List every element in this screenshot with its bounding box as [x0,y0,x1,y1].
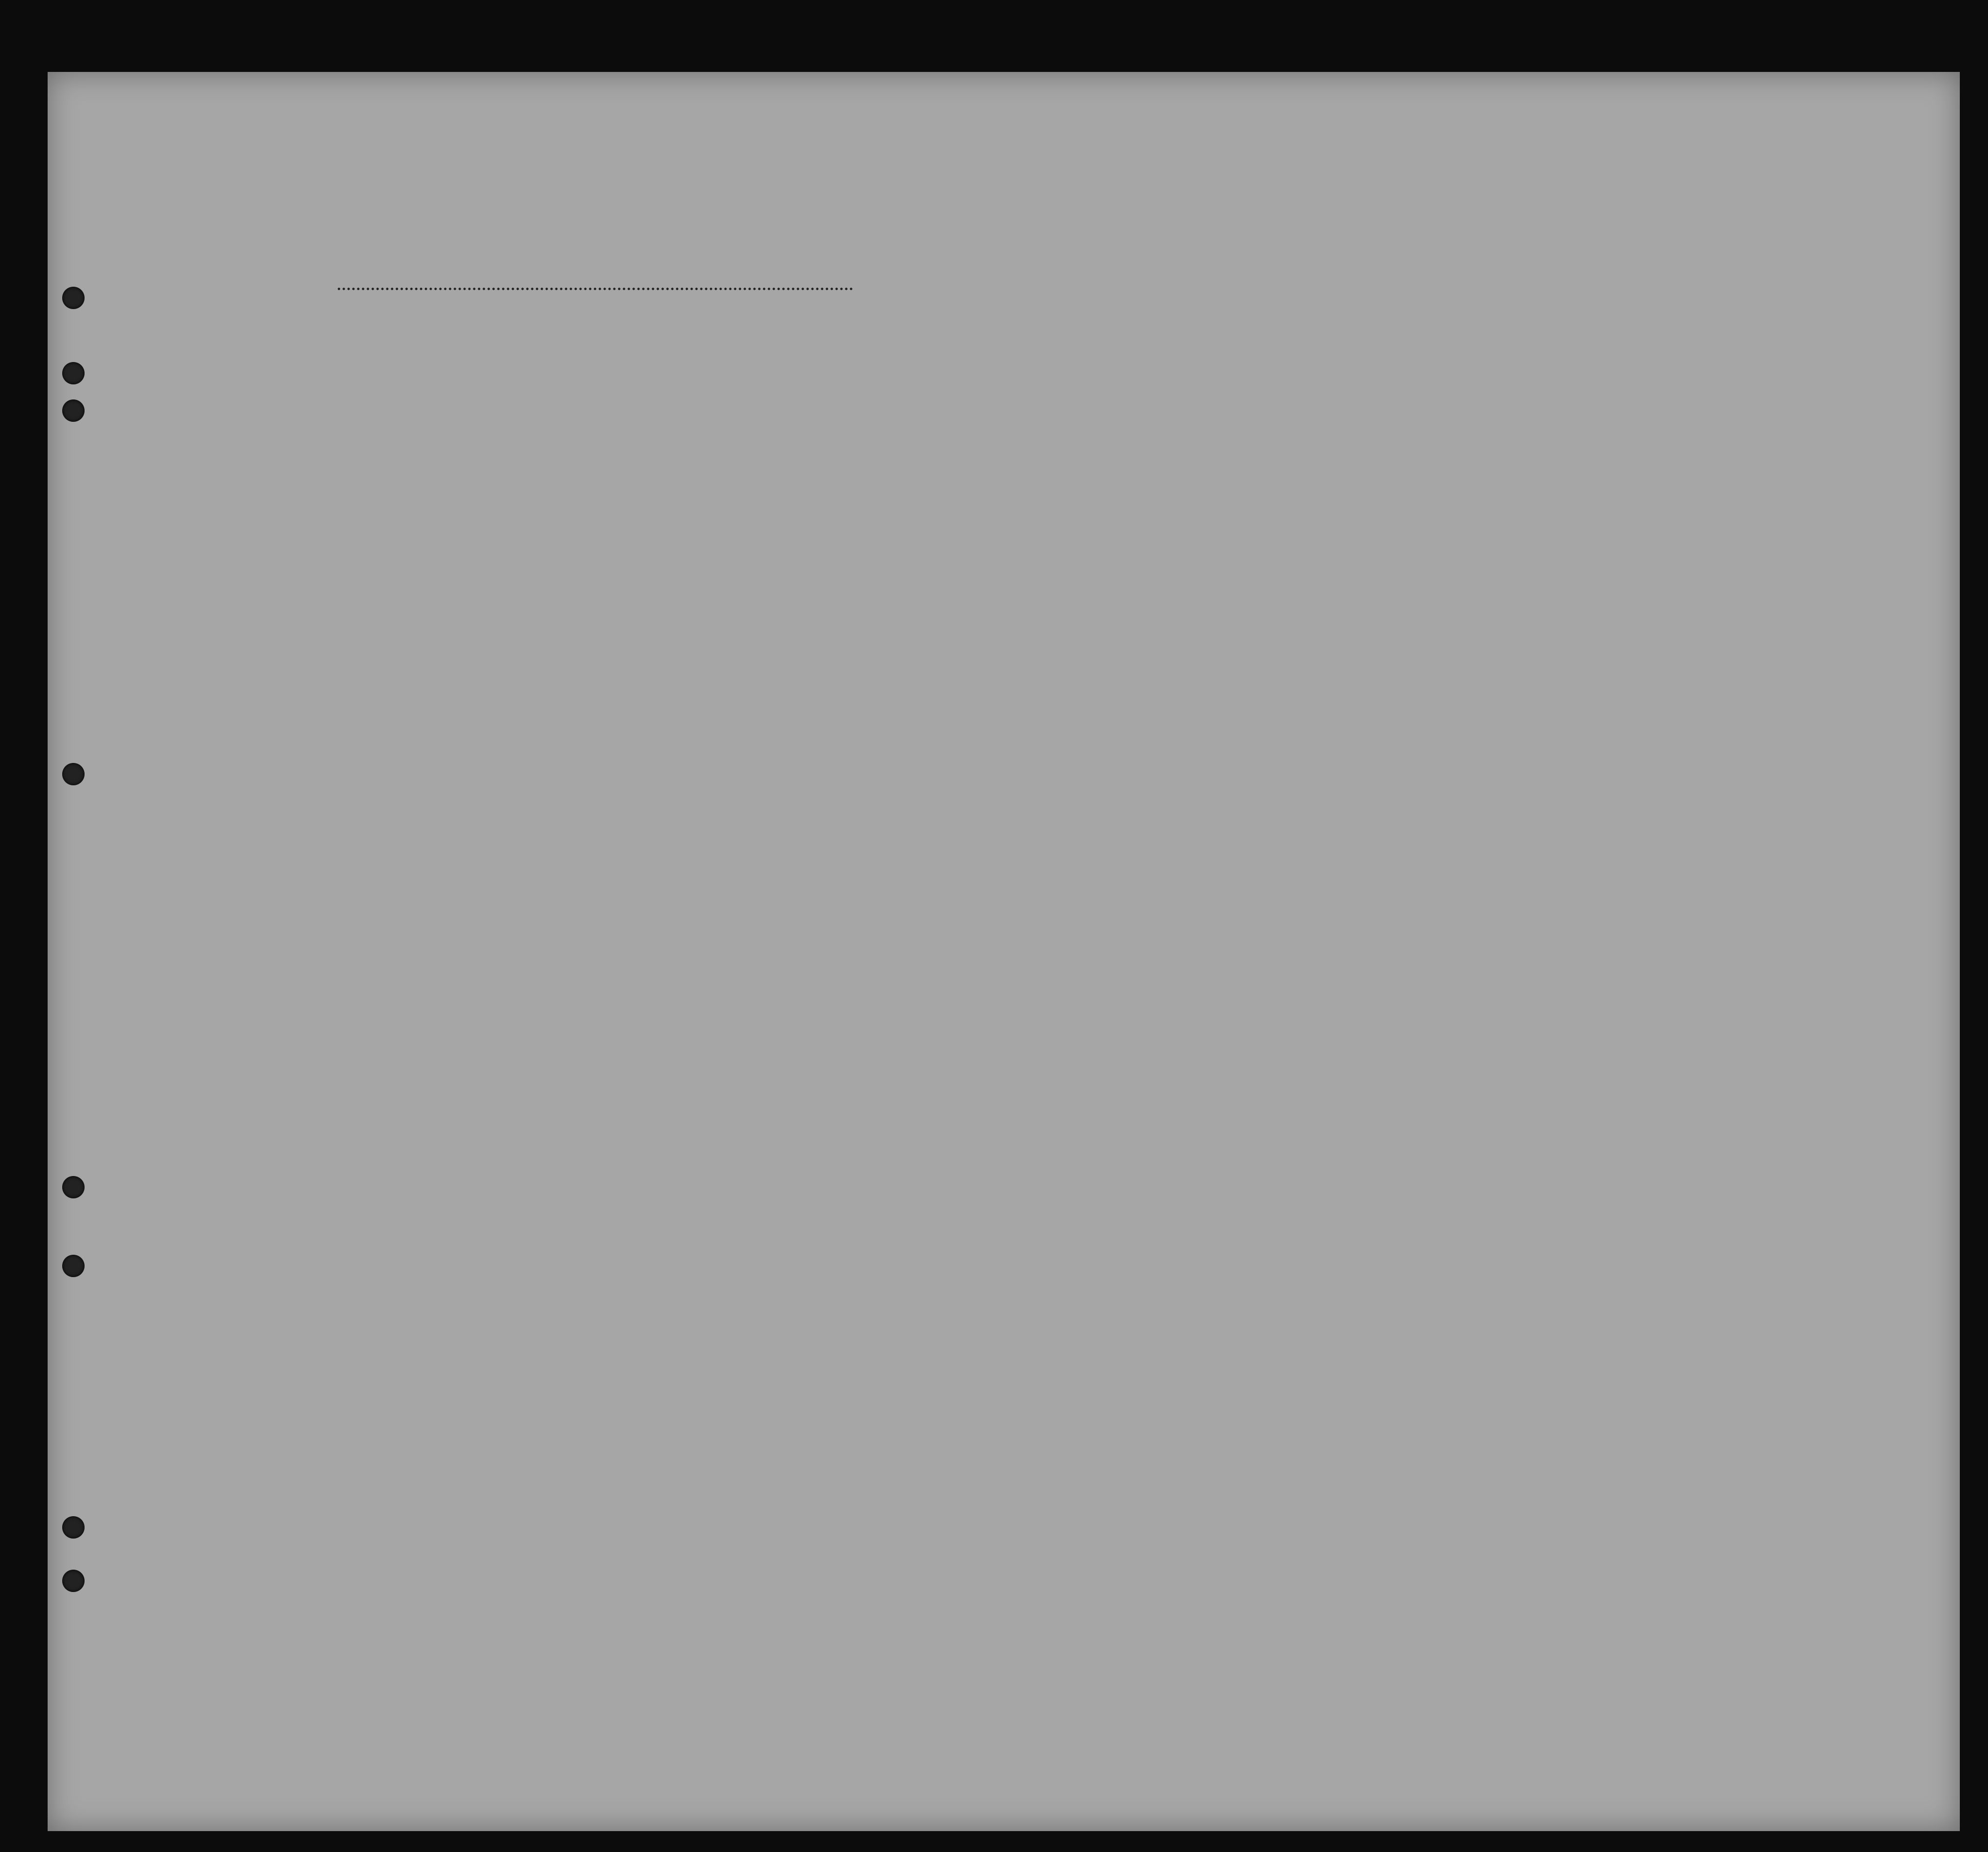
binder-hole [62,763,85,785]
header-col30 [1455,355,1475,484]
binder-hole [62,1176,85,1198]
header-polygamist [1293,355,1309,484]
header-col28 [1356,355,1409,484]
header-feet [1625,447,1636,481]
header-col31 [1478,355,1498,484]
header-anarchist [1322,355,1338,484]
binder-hole [62,1570,85,1592]
header-money [696,345,712,476]
header-purpose-citizen [1218,384,1245,484]
header-purpose-length [1187,384,1214,484]
manifest-sheet [48,72,1960,1831]
header-purpose-remain [1153,384,1182,484]
binder-hole [62,362,85,384]
binder-hole [62,399,85,422]
manifest-grid [48,72,1960,1831]
header-inches [1645,447,1656,481]
header-ticket [572,340,589,476]
binder-hole [62,287,85,309]
port-underline [338,288,853,290]
binder-hole [62,1516,85,1539]
binder-hole [62,1255,85,1277]
header-col29 [1417,355,1452,484]
header-col25 [1254,355,1283,484]
